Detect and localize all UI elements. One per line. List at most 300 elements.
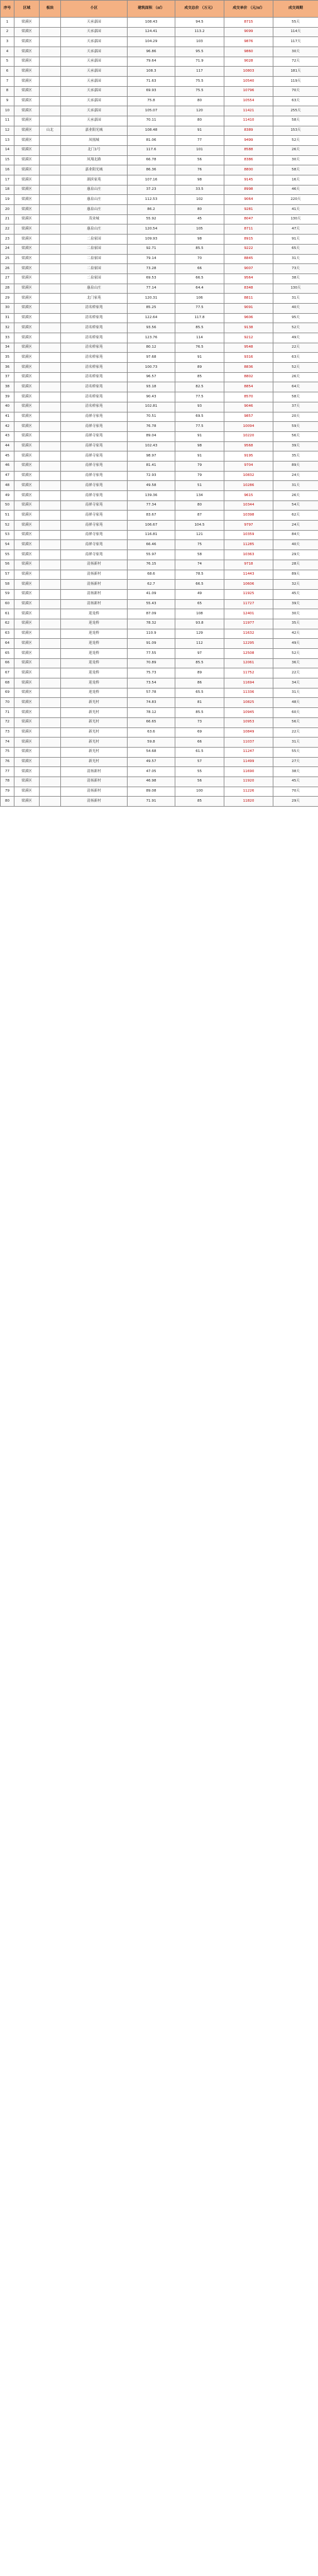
row-district: 梁溪区 bbox=[14, 145, 40, 155]
row-unit-price: 9099 bbox=[224, 27, 273, 37]
row-plate bbox=[40, 313, 61, 323]
row-community: 清扬新村 bbox=[61, 599, 128, 609]
row-community: 天承嘉园 bbox=[61, 37, 128, 47]
row-area: 49.58 bbox=[128, 481, 175, 491]
row-index: 57 bbox=[1, 570, 14, 580]
header-plate: 板块 bbox=[40, 1, 61, 18]
row-community: 迎龙桥 bbox=[61, 639, 128, 649]
row-index: 15 bbox=[1, 155, 14, 165]
row-plate bbox=[40, 757, 61, 767]
row-area: 97.68 bbox=[128, 353, 175, 363]
header-district: 区域 bbox=[14, 1, 40, 18]
row-cycle: 95天 bbox=[273, 313, 318, 323]
row-community: 清名桥家苑 bbox=[61, 372, 128, 382]
row-index: 35 bbox=[1, 353, 14, 363]
table-row bbox=[1, 530, 318, 540]
row-plate bbox=[40, 698, 61, 708]
row-area: 109.93 bbox=[128, 235, 175, 245]
row-district: 梁溪区 bbox=[14, 540, 40, 550]
row-total-price: 120 bbox=[175, 106, 224, 116]
row-district: 梁溪区 bbox=[14, 294, 40, 304]
row-district: 梁溪区 bbox=[14, 521, 40, 531]
row-cycle: 56天 bbox=[273, 431, 318, 441]
row-plate bbox=[40, 77, 61, 87]
row-unit-price: 11694 bbox=[224, 678, 273, 688]
row-total-price: 94.5 bbox=[175, 18, 224, 28]
row-district: 梁溪区 bbox=[14, 106, 40, 116]
row-cycle: 38天 bbox=[273, 274, 318, 284]
row-unit-price: 10540 bbox=[224, 77, 273, 87]
row-index: 60 bbox=[1, 599, 14, 609]
row-index: 58 bbox=[1, 580, 14, 590]
row-community: 南禅寺家苑 bbox=[61, 451, 128, 462]
row-total-price: 81 bbox=[175, 698, 224, 708]
row-total-price: 66 bbox=[175, 264, 224, 274]
row-index: 18 bbox=[1, 185, 14, 195]
row-index: 77 bbox=[1, 767, 14, 777]
row-community: 南禅寺家苑 bbox=[61, 441, 128, 451]
row-area: 70.51 bbox=[128, 412, 175, 422]
table-row bbox=[1, 678, 318, 688]
table-row bbox=[1, 323, 318, 333]
row-district: 梁溪区 bbox=[14, 599, 40, 609]
row-district: 梁溪区 bbox=[14, 658, 40, 668]
row-district: 梁溪区 bbox=[14, 481, 40, 491]
row-total-price: 98 bbox=[175, 441, 224, 451]
row-unit-price: 10094 bbox=[224, 422, 273, 432]
row-area: 81.06 bbox=[128, 136, 175, 146]
row-community: 二泉家园 bbox=[61, 254, 128, 264]
row-cycle: 72天 bbox=[273, 57, 318, 67]
row-community: 惠泉山庄 bbox=[61, 185, 128, 195]
row-community: 嘉业阳光城 bbox=[61, 126, 128, 136]
table-row bbox=[1, 195, 318, 205]
row-cycle: 91天 bbox=[273, 235, 318, 245]
table-row bbox=[1, 550, 318, 560]
row-unit-price: 9091 bbox=[224, 303, 273, 313]
transaction-table bbox=[0, 0, 318, 807]
table-row bbox=[1, 254, 318, 264]
row-plate bbox=[40, 363, 61, 373]
row-cycle: 70天 bbox=[273, 86, 318, 96]
table-row bbox=[1, 136, 318, 146]
row-total-price: 117 bbox=[175, 67, 224, 77]
row-total-price: 87 bbox=[175, 511, 224, 521]
row-index: 29 bbox=[1, 294, 14, 304]
header-index: 序号 bbox=[1, 1, 14, 18]
row-total-price: 108 bbox=[175, 609, 224, 619]
row-index: 75 bbox=[1, 747, 14, 757]
row-total-price: 113.2 bbox=[175, 27, 224, 37]
row-community: 天承嘉园 bbox=[61, 47, 128, 57]
row-index: 20 bbox=[1, 205, 14, 215]
row-plate bbox=[40, 343, 61, 353]
row-total-price: 69.5 bbox=[175, 412, 224, 422]
row-plate bbox=[40, 797, 61, 807]
row-unit-price: 8811 bbox=[224, 294, 273, 304]
row-district: 梁溪区 bbox=[14, 343, 40, 353]
row-community: 南禅寺家苑 bbox=[61, 471, 128, 481]
table-row bbox=[1, 214, 318, 224]
row-cycle: 31天 bbox=[273, 254, 318, 264]
row-unit-price: 9316 bbox=[224, 353, 273, 363]
row-community: 天承嘉园 bbox=[61, 27, 128, 37]
row-unit-price: 9499 bbox=[224, 136, 273, 146]
row-unit-price: 11690 bbox=[224, 767, 273, 777]
row-area: 93.56 bbox=[128, 323, 175, 333]
row-cycle: 26天 bbox=[273, 372, 318, 382]
row-index: 26 bbox=[1, 264, 14, 274]
row-plate bbox=[40, 589, 61, 599]
row-index: 33 bbox=[1, 333, 14, 343]
row-cycle: 30天 bbox=[273, 609, 318, 619]
row-community: 迎龙桥 bbox=[61, 668, 128, 678]
row-index: 80 bbox=[1, 797, 14, 807]
row-plate bbox=[40, 521, 61, 531]
row-unit-price: 9876 bbox=[224, 37, 273, 47]
row-community: 南禅寺家苑 bbox=[61, 412, 128, 422]
row-community: 南禅寺家苑 bbox=[61, 511, 128, 521]
row-plate bbox=[40, 688, 61, 698]
row-unit-price: 12061 bbox=[224, 658, 273, 668]
row-unit-price: 9007 bbox=[224, 264, 273, 274]
table-row bbox=[1, 57, 318, 67]
row-total-price: 85.5 bbox=[175, 658, 224, 668]
row-cycle: 26天 bbox=[273, 145, 318, 155]
row-total-price: 66.5 bbox=[175, 274, 224, 284]
row-unit-price: 8800 bbox=[224, 165, 273, 175]
row-area: 107.16 bbox=[128, 175, 175, 185]
row-district: 梁溪区 bbox=[14, 619, 40, 629]
row-district: 梁溪区 bbox=[14, 570, 40, 580]
row-cycle: 48天 bbox=[273, 698, 318, 708]
row-cycle: 45天 bbox=[273, 589, 318, 599]
row-index: 52 bbox=[1, 521, 14, 531]
row-unit-price: 10796 bbox=[224, 86, 273, 96]
row-plate bbox=[40, 767, 61, 777]
row-index: 44 bbox=[1, 441, 14, 451]
row-total-price: 100 bbox=[175, 787, 224, 797]
row-community: 清扬新村 bbox=[61, 589, 128, 599]
row-area: 73.54 bbox=[128, 678, 175, 688]
row-cycle: 54天 bbox=[273, 500, 318, 511]
row-index: 43 bbox=[1, 431, 14, 441]
row-plate bbox=[40, 550, 61, 560]
row-district: 梁溪区 bbox=[14, 698, 40, 708]
row-plate bbox=[40, 511, 61, 521]
row-index: 42 bbox=[1, 422, 14, 432]
row-index: 8 bbox=[1, 86, 14, 96]
row-unit-price: 10825 bbox=[224, 698, 273, 708]
row-cycle: 34天 bbox=[273, 678, 318, 688]
row-area: 55.97 bbox=[128, 550, 175, 560]
row-cycle: 16天 bbox=[273, 175, 318, 185]
row-total-price: 82.5 bbox=[175, 382, 224, 392]
row-community: 清名桥家苑 bbox=[61, 363, 128, 373]
row-plate bbox=[40, 195, 61, 205]
row-total-price: 56 bbox=[175, 155, 224, 165]
row-cycle: 24天 bbox=[273, 521, 318, 531]
row-index: 7 bbox=[1, 77, 14, 87]
row-plate: 山北 bbox=[40, 126, 61, 136]
row-cycle: 29天 bbox=[273, 550, 318, 560]
row-index: 37 bbox=[1, 372, 14, 382]
row-index: 61 bbox=[1, 609, 14, 619]
row-district: 梁溪区 bbox=[14, 461, 40, 471]
row-community: 南禅寺家苑 bbox=[61, 521, 128, 531]
row-plate bbox=[40, 353, 61, 363]
row-district: 梁溪区 bbox=[14, 47, 40, 57]
table-row bbox=[1, 589, 318, 599]
row-district: 梁溪区 bbox=[14, 708, 40, 718]
row-index: 54 bbox=[1, 540, 14, 550]
row-cycle: 52天 bbox=[273, 323, 318, 333]
table-row bbox=[1, 96, 318, 106]
row-community: 新光村 bbox=[61, 727, 128, 738]
table-row bbox=[1, 500, 318, 511]
table-row bbox=[1, 372, 318, 382]
table-row bbox=[1, 540, 318, 550]
table-row bbox=[1, 777, 318, 787]
row-index: 36 bbox=[1, 363, 14, 373]
row-area: 70.11 bbox=[128, 116, 175, 126]
row-district: 梁溪区 bbox=[14, 717, 40, 727]
table-row bbox=[1, 382, 318, 392]
row-area: 102.81 bbox=[128, 402, 175, 412]
row-total-price: 105 bbox=[175, 224, 224, 235]
table-row bbox=[1, 688, 318, 698]
row-cycle: 26天 bbox=[273, 491, 318, 501]
row-cycle: 39天 bbox=[273, 599, 318, 609]
row-plate bbox=[40, 175, 61, 185]
row-index: 69 bbox=[1, 688, 14, 698]
row-plate bbox=[40, 205, 61, 215]
table-row bbox=[1, 491, 318, 501]
row-area: 100.73 bbox=[128, 363, 175, 373]
row-index: 66 bbox=[1, 658, 14, 668]
row-cycle: 65天 bbox=[273, 244, 318, 254]
row-community: 清扬新村 bbox=[61, 797, 128, 807]
table-row bbox=[1, 363, 318, 373]
row-total-price: 91 bbox=[175, 431, 224, 441]
row-area: 98.97 bbox=[128, 451, 175, 462]
row-area: 106.67 bbox=[128, 521, 175, 531]
row-cycle: 27天 bbox=[273, 757, 318, 767]
row-cycle: 55天 bbox=[273, 18, 318, 28]
table-row bbox=[1, 481, 318, 491]
row-community: 惠泉山庄 bbox=[61, 284, 128, 294]
row-unit-price: 8836 bbox=[224, 363, 273, 373]
row-plate bbox=[40, 67, 61, 77]
table-row bbox=[1, 77, 318, 87]
row-unit-price: 10945 bbox=[224, 708, 273, 718]
row-plate bbox=[40, 629, 61, 639]
row-cycle: 62天 bbox=[273, 511, 318, 521]
row-cycle: 31天 bbox=[273, 481, 318, 491]
row-area: 77.55 bbox=[128, 649, 175, 659]
row-cycle: 49天 bbox=[273, 639, 318, 649]
row-unit-price: 9046 bbox=[224, 402, 273, 412]
row-area: 75.8 bbox=[128, 96, 175, 106]
row-community: 迎龙桥 bbox=[61, 658, 128, 668]
row-area: 108.3 bbox=[128, 67, 175, 77]
row-index: 34 bbox=[1, 343, 14, 353]
row-district: 梁溪区 bbox=[14, 136, 40, 146]
row-index: 45 bbox=[1, 451, 14, 462]
row-district: 梁溪区 bbox=[14, 224, 40, 235]
row-area: 55.92 bbox=[128, 214, 175, 224]
row-total-price: 77.5 bbox=[175, 303, 224, 313]
row-unit-price: 9615 bbox=[224, 491, 273, 501]
row-district: 梁溪区 bbox=[14, 77, 40, 87]
row-unit-price: 11410 bbox=[224, 116, 273, 126]
row-cycle: 56天 bbox=[273, 717, 318, 727]
row-cycle: 220天 bbox=[273, 195, 318, 205]
row-district: 梁溪区 bbox=[14, 431, 40, 441]
table-row bbox=[1, 392, 318, 402]
table-row bbox=[1, 560, 318, 570]
row-community: 南禅寺家苑 bbox=[61, 481, 128, 491]
row-index: 19 bbox=[1, 195, 14, 205]
row-district: 梁溪区 bbox=[14, 738, 40, 748]
table-row bbox=[1, 639, 318, 649]
row-area: 57.78 bbox=[128, 688, 175, 698]
row-plate bbox=[40, 678, 61, 688]
row-area: 46.98 bbox=[128, 777, 175, 787]
row-unit-price: 11421 bbox=[224, 106, 273, 116]
row-community: 新光村 bbox=[61, 698, 128, 708]
row-total-price: 101 bbox=[175, 145, 224, 155]
row-unit-price: 11920 bbox=[224, 777, 273, 787]
row-cycle: 64天 bbox=[273, 382, 318, 392]
row-cycle: 36天 bbox=[273, 658, 318, 668]
row-district: 梁溪区 bbox=[14, 787, 40, 797]
table-row bbox=[1, 451, 318, 462]
row-unit-price: 9857 bbox=[224, 412, 273, 422]
row-district: 梁溪区 bbox=[14, 195, 40, 205]
row-unit-price: 8845 bbox=[224, 254, 273, 264]
row-index: 38 bbox=[1, 382, 14, 392]
row-total-price: 103 bbox=[175, 37, 224, 47]
row-cycle: 89天 bbox=[273, 461, 318, 471]
row-plate bbox=[40, 235, 61, 245]
row-community: 清扬新村 bbox=[61, 767, 128, 777]
row-total-price: 86 bbox=[175, 678, 224, 688]
row-total-price: 106 bbox=[175, 294, 224, 304]
table-row bbox=[1, 47, 318, 57]
row-total-price: 79 bbox=[175, 471, 224, 481]
table-row bbox=[1, 747, 318, 757]
row-total-price: 80 bbox=[175, 205, 224, 215]
row-cycle: 63天 bbox=[273, 353, 318, 363]
row-district: 梁溪区 bbox=[14, 382, 40, 392]
row-unit-price: 11336 bbox=[224, 688, 273, 698]
row-plate bbox=[40, 422, 61, 432]
row-cycle: 255天 bbox=[273, 106, 318, 116]
row-cycle: 38天 bbox=[273, 767, 318, 777]
row-unit-price: 8854 bbox=[224, 382, 273, 392]
table-row bbox=[1, 717, 318, 727]
row-total-price: 112 bbox=[175, 639, 224, 649]
row-index: 14 bbox=[1, 145, 14, 155]
row-district: 梁溪区 bbox=[14, 126, 40, 136]
row-plate bbox=[40, 254, 61, 264]
table-row bbox=[1, 412, 318, 422]
row-unit-price: 9064 bbox=[224, 195, 273, 205]
row-district: 梁溪区 bbox=[14, 560, 40, 570]
row-index: 22 bbox=[1, 224, 14, 235]
row-total-price: 78.5 bbox=[175, 570, 224, 580]
row-area: 117.6 bbox=[128, 145, 175, 155]
row-community: 清名桥家苑 bbox=[61, 402, 128, 412]
row-total-price: 89 bbox=[175, 363, 224, 373]
row-area: 85.25 bbox=[128, 303, 175, 313]
row-area: 77.34 bbox=[128, 500, 175, 511]
row-community: 二泉家园 bbox=[61, 274, 128, 284]
row-district: 梁溪区 bbox=[14, 244, 40, 254]
row-area: 78.32 bbox=[128, 619, 175, 629]
row-unit-price: 8915 bbox=[224, 235, 273, 245]
row-index: 2 bbox=[1, 27, 14, 37]
row-cycle: 31天 bbox=[273, 738, 318, 748]
row-district: 梁溪区 bbox=[14, 402, 40, 412]
row-cycle: 58天 bbox=[273, 116, 318, 126]
row-cycle: 22天 bbox=[273, 727, 318, 738]
table-row bbox=[1, 599, 318, 609]
row-district: 梁溪区 bbox=[14, 235, 40, 245]
row-community: 惠泉山庄 bbox=[61, 205, 128, 215]
row-cycle: 55天 bbox=[273, 747, 318, 757]
row-index: 6 bbox=[1, 67, 14, 77]
row-total-price: 121 bbox=[175, 530, 224, 540]
row-district: 梁溪区 bbox=[14, 57, 40, 67]
header-row bbox=[1, 1, 318, 18]
row-index: 9 bbox=[1, 96, 14, 106]
row-unit-price: 10803 bbox=[224, 67, 273, 77]
row-total-price: 80 bbox=[175, 96, 224, 106]
row-community: 清扬新村 bbox=[61, 777, 128, 787]
row-district: 梁溪区 bbox=[14, 27, 40, 37]
table-row bbox=[1, 205, 318, 215]
row-cycle: 63天 bbox=[273, 96, 318, 106]
row-district: 梁溪区 bbox=[14, 491, 40, 501]
row-total-price: 61.5 bbox=[175, 747, 224, 757]
row-plate bbox=[40, 481, 61, 491]
row-cycle: 130天 bbox=[273, 284, 318, 294]
row-cycle: 89天 bbox=[273, 570, 318, 580]
row-total-price: 77.5 bbox=[175, 392, 224, 402]
row-area: 112.53 bbox=[128, 195, 175, 205]
row-plate bbox=[40, 264, 61, 274]
row-area: 90.43 bbox=[128, 392, 175, 402]
row-community: 凤翔北路 bbox=[61, 155, 128, 165]
row-plate bbox=[40, 747, 61, 757]
row-unit-price: 11247 bbox=[224, 747, 273, 757]
row-area: 89.04 bbox=[128, 431, 175, 441]
row-community: 清名桥家苑 bbox=[61, 392, 128, 402]
row-plate bbox=[40, 96, 61, 106]
row-community: 天承嘉园 bbox=[61, 86, 128, 96]
row-community: 迎龙桥 bbox=[61, 629, 128, 639]
row-area: 69.53 bbox=[128, 274, 175, 284]
row-total-price: 33.5 bbox=[175, 185, 224, 195]
row-cycle: 40天 bbox=[273, 303, 318, 313]
row-cycle: 52天 bbox=[273, 649, 318, 659]
row-unit-price: 11285 bbox=[224, 540, 273, 550]
row-total-price: 91 bbox=[175, 353, 224, 363]
row-index: 51 bbox=[1, 511, 14, 521]
row-district: 梁溪区 bbox=[14, 313, 40, 323]
